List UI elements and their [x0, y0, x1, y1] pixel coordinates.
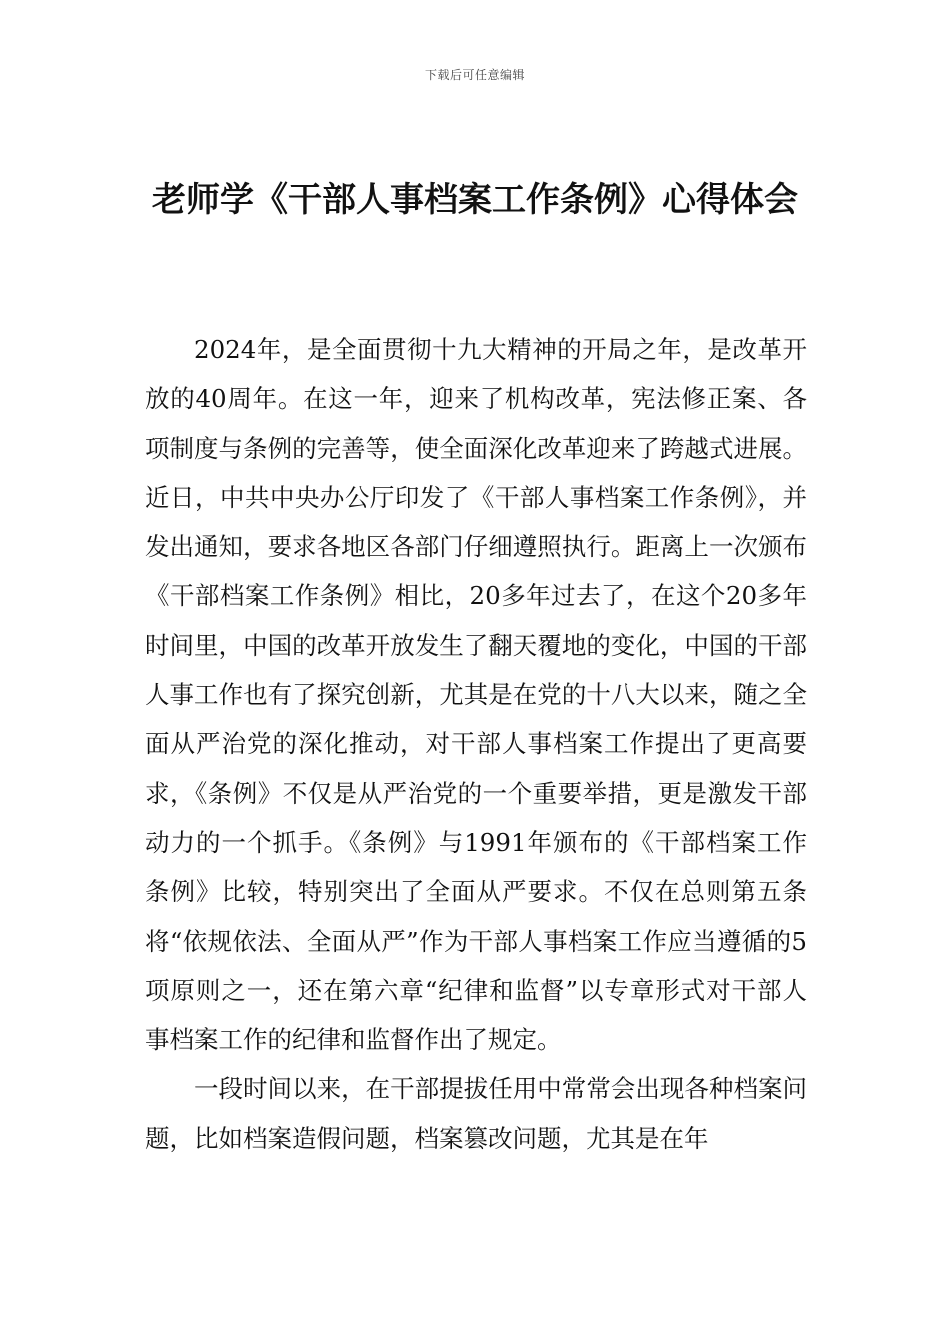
document-body: [145, 325, 807, 1163]
document-title: 老师学《干部人事档案工作条例》心得体会: [152, 180, 798, 220]
paragraph-2: 一段时间以来，在干部提拔任用中常常会出现各种档案问题，比如档案造假问题，档案篡改问题，尤其是在年: [145, 1074, 807, 1153]
paragraph-1: 2024年，是全面贯彻十九大精神的开局之年，是改革开放的40周年。在这一年，迎来了机构改革，宪法修正案、各项制度与条例的完善等，使全面深化改革迎来了跨越式进展。 近日，中共中央办公厅印发了《干部人事档案工作条例》，并发出通知，要求各地区各部门仔细遵照执行。距离上一次颁布《干部档案工作条例》相比，20多年过去了，在这个20多年时间里，中国的改革开放发生了翻天覆地的变化，中国的干部人事工作也有了探究创新，尤其是在党的十八大以来，随之全面从严治党的深化推动，对干部人事档案工作提出了更高要求，《条例》不仅是从严治党的一个重要举措，更是激发干部动力的一个抓手。《条例》与1991年颁布的《干部档案工作条例》比较，特别突出了全面从严要求。不仅在总则第五条将“依规依法、全面从严”作为干部人事档案工作应当遵循的5项原则之一，还在第六章“纪律和监督”以专章形式对干部人事档案工作的纪律和监督作出了规定。: [145, 335, 807, 1055]
header-note: 下载后可任意编辑: [424, 68, 525, 82]
